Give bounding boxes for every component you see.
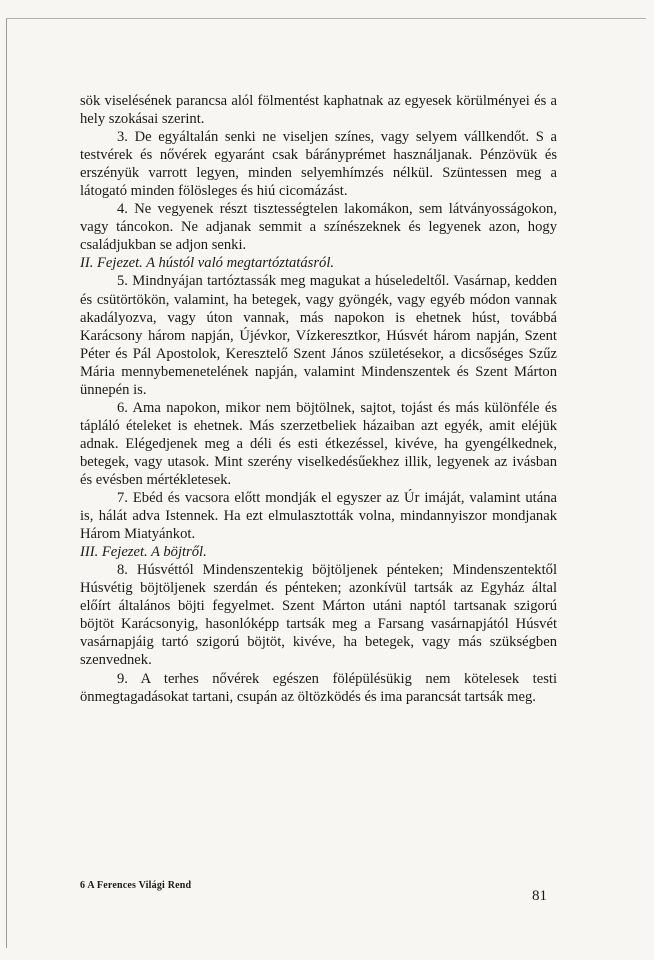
page-number: 81 (532, 888, 547, 904)
paragraph-5: 5. Mindnyájan tartóztassák meg magukat a húseledeltől. Vasárnap, kedden és csütörtökön, valamint, ha betegek, vagy gyöngék, vagy egyéb módon vannak akadályozva, vagy úton vannak, más napokon is ehetnek húst, továbbá Karácsony három napján, Újévkor, Vízkeresztkor, Húsvét három napján, Szent Péter és Pál Apostolok, Keresztelő Szent János születésekor, a dicsőséges Szűz Mária mennybemenetelének napján, valamint Mindenszentek és Szent Márton ünnepén is. (80, 273, 557, 398)
paragraph-4: 4. Ne vegyenek részt tisztességtelen lakomákon, sem látványosságokon, vagy táncokon. Ne adjanak semmit a színészeknek és legyenek azon, hogy családjukban se adjon senki. (80, 201, 557, 254)
paragraph-7: 7. Ebéd és vacsora előtt mondják el egyszer az Úr imáját, valamint utána is, hálát adva Istennek. Ha ezt elmulasztották volna, mindannyiszor mondjanak Három Miatyánkot. (80, 490, 557, 543)
printer-signature: 6 A Ferences Világi Rend (80, 880, 192, 891)
chapter-heading-2: II. Fejezet. A hústól való megtartóztatásról. (80, 255, 335, 272)
page-edge-top (6, 18, 646, 19)
page-edge (6, 18, 7, 948)
paragraph-8: 8. Húsvéttól Mindenszentekig böjtöljenek pénteken; Mindenszentektől Húsvétig böjtöljenek szerdán és pénteken; azonkívül tartsák az Egyház által előírt általános böjti fegyelmet. Szent Márton utáni naptól tartsanak szigorú böjtöt Karácsonyig, hasonlóképp tartsák meg a Farsang vasárnapjától Húsvét vasárnapjáig tartó szigorú böjtöt, kivéve, ha betegek, vagy más szükségben szenvednek. (80, 562, 557, 669)
paragraph-continuation: sök viselésének parancsa alól fölmentést kaphatnak az egyesek körülményei és a hely szokásai szerint. (80, 93, 557, 128)
chapter-heading-3: III. Fejezet. A böjtről. (80, 544, 207, 561)
paragraph-9: 9. A terhes nővérek egészen fölépülésükig nem kötelesek testi önmegtagadásokat tartani, csupán az öltözködés és ima parancsát tartsák meg. (80, 670, 557, 705)
paragraph-6: 6. Ama napokon, mikor nem böjtölnek, sajtot, tojást és más különféle és tápláló ételeket is ehetnek. Más szerzetbeliek házaiban azt egyék, amit eléjük adnak. Elégedjenek meg a déli és esti étkezéssel, kivéve, ha gyengélkednek, betegek, vagy utasok. Mint szerény viselkedésűekhez illik, legyenek az ivásban és evésben mértékletesek. (80, 399, 557, 488)
document-body (80, 92, 557, 706)
paragraph-3: 3. De egyáltalán senki ne viseljen színes, vagy selyem vállkendőt. S a testvérek és nővérek egyaránt csak bárányprémet használjanak. Pénzövük és erszényük varrott legyen, minden selyemhímzés nélkül. Szüntessen meg a látogató minden fölösleges és hiú cicomázást. (80, 129, 557, 200)
